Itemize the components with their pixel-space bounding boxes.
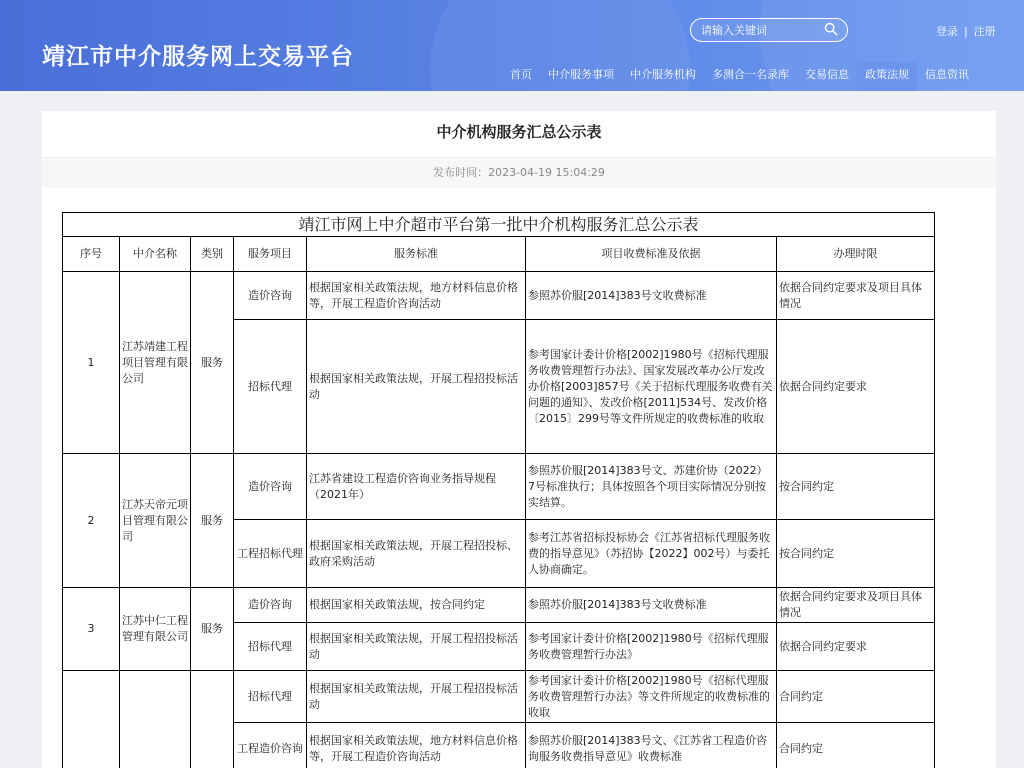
header-fee-basis: 项目收费标准及依据 — [526, 237, 777, 272]
table-row — [63, 588, 935, 623]
site-header — [0, 0, 1024, 91]
cell-service-item: 招标代理 — [234, 671, 307, 723]
article-content — [42, 188, 996, 768]
cell-fee-basis: 参考国家计委计价格[2002]1980号《招标代理服务收费管理暂行办法》等文件所规定的收费标准的收取 — [526, 671, 777, 723]
cell-service-item: 招标代理 — [234, 623, 307, 671]
header-service-standard: 服务标准 — [307, 237, 526, 272]
cell-agency-name: 江苏天帝元项目管理有限公司 — [120, 454, 191, 588]
cell-service-item: 造价咨询 — [234, 588, 307, 623]
summary-table — [62, 212, 935, 768]
cell-category — [191, 671, 234, 768]
nav-news[interactable]: 信息资讯 — [925, 68, 969, 81]
cell-service-item: 造价咨询 — [234, 454, 307, 520]
nav-trade-info[interactable]: 交易信息 — [805, 68, 849, 81]
register-link[interactable]: 注册 — [973, 25, 996, 38]
cell-time-limit: 依据合同约定要求 — [777, 320, 935, 454]
cell-fee-basis: 参照苏价服[2014]383号文、《江苏省工程造价咨询服务收费指导意见》收费标准 — [526, 723, 777, 768]
cell-fee-basis: 参照苏价服[2014]383号文收费标准 — [526, 588, 777, 623]
nav-service-agencies[interactable]: 中介服务机构 — [630, 68, 696, 81]
search-box — [690, 18, 848, 42]
main-nav — [502, 62, 977, 91]
cell-no: 2 — [63, 454, 120, 588]
header-category: 类别 — [191, 237, 234, 272]
table-row — [63, 454, 935, 520]
nav-policy-regulations[interactable]: 政策法规 — [857, 62, 917, 91]
cell-service-standard: 江苏省建设工程造价咨询业务指导规程（2021年） — [307, 454, 526, 520]
cell-time-limit: 依据合同约定要求及项目具体情况 — [777, 272, 935, 320]
cell-service-item: 造价咨询 — [234, 272, 307, 320]
cell-service-standard: 根据国家相关政策法规，开展工程招投标活动 — [307, 671, 526, 723]
cell-fee-basis: 参考国家计委计价格[2002]1980号《招标代理服务收费管理暂行办法》、国家发展改革办公厅发改办价格[2003]857号《关于招标代理服务收费有关问题的通知》、发改价格[2011]534号、发改价格〔2015〕299号等文件所规定的收费标准的收取 — [526, 320, 777, 454]
user-links — [936, 23, 996, 39]
header-time-limit: 办理时限 — [777, 237, 935, 272]
cell-time-limit: 按合同约定 — [777, 454, 935, 520]
cell-service-standard: 根据国家相关政策法规，开展工程招投标、政府采购活动 — [307, 520, 526, 588]
publish-time: 发布时间：2023-04-19 15:04:29 — [42, 158, 996, 188]
cell-time-limit: 合同约定 — [777, 723, 935, 768]
cell-time-limit: 依据合同约定要求 — [777, 623, 935, 671]
login-link[interactable]: 登录 — [936, 25, 958, 38]
cell-category: 服务 — [191, 588, 234, 671]
site-title[interactable]: 靖江市中介服务网上交易平台 — [42, 44, 354, 70]
header-no: 序号 — [63, 237, 120, 272]
header-service-item: 服务项目 — [234, 237, 307, 272]
cell-category: 服务 — [191, 454, 234, 588]
cell-fee-basis: 参考江苏省招标投标协会《江苏省招标代理服务收费的指导意见》（苏招协【2022】002号）与委托人协商确定。 — [526, 520, 777, 588]
table-row — [63, 671, 935, 723]
nav-service-items[interactable]: 中介服务事项 — [548, 68, 614, 81]
search-input[interactable] — [701, 21, 821, 39]
cell-time-limit: 按合同约定 — [777, 520, 935, 588]
cell-no: 1 — [63, 272, 120, 454]
table-caption: 靖江市网上中介超市平台第一批中介机构服务汇总公示表 — [63, 213, 935, 237]
cell-time-limit: 合同约定 — [777, 671, 935, 723]
cell-fee-basis: 参考国家计委计价格[2002]1980号《招标代理服务收费管理暂行办法》 — [526, 623, 777, 671]
cell-service-item: 招标代理 — [234, 320, 307, 454]
cell-service-standard: 根据国家相关政策法规，地方材料信息价格等，开展工程造价咨询活动 — [307, 272, 526, 320]
cell-service-standard: 根据国家相关政策法规，按合同约定 — [307, 588, 526, 623]
nav-home[interactable]: 首页 — [510, 68, 532, 81]
article-title-panel — [42, 111, 996, 157]
cell-no — [63, 671, 120, 768]
cell-time-limit: 依据合同约定要求及项目具体情况 — [777, 588, 935, 623]
cell-category: 服务 — [191, 272, 234, 454]
search-icon[interactable] — [824, 22, 838, 36]
cell-fee-basis: 参照苏价服[2014]383号文收费标准 — [526, 272, 777, 320]
cell-agency-name: 江苏靖建工程项目管理有限公司 — [120, 272, 191, 454]
cell-agency-name — [120, 671, 191, 768]
cell-no: 3 — [63, 588, 120, 671]
table-row — [63, 272, 935, 320]
article-title: 中介机构服务汇总公示表 — [436, 123, 602, 141]
cell-service-standard: 根据国家相关政策法规，开展工程招投标活动 — [307, 623, 526, 671]
cell-fee-basis: 参照苏价服[2014]383号文、苏建价协（2022）7号标准执行；具体按照各个项目实际情况分别按实结算。 — [526, 454, 777, 520]
cell-service-item: 工程招标代理 — [234, 520, 307, 588]
nav-multi-survey-directory[interactable]: 多测合一名录库 — [712, 68, 789, 81]
user-links-separator: | — [964, 25, 968, 38]
cell-service-standard: 根据国家相关政策法规，开展工程招投标活动 — [307, 320, 526, 454]
cell-service-standard: 根据国家相关政策法规，地方材料信息价格等，开展工程造价咨询活动 — [307, 723, 526, 768]
cell-service-item: 工程造价咨询 — [234, 723, 307, 768]
cell-agency-name: 江苏中仁工程管理有限公司 — [120, 588, 191, 671]
header-agency-name: 中介名称 — [120, 237, 191, 272]
